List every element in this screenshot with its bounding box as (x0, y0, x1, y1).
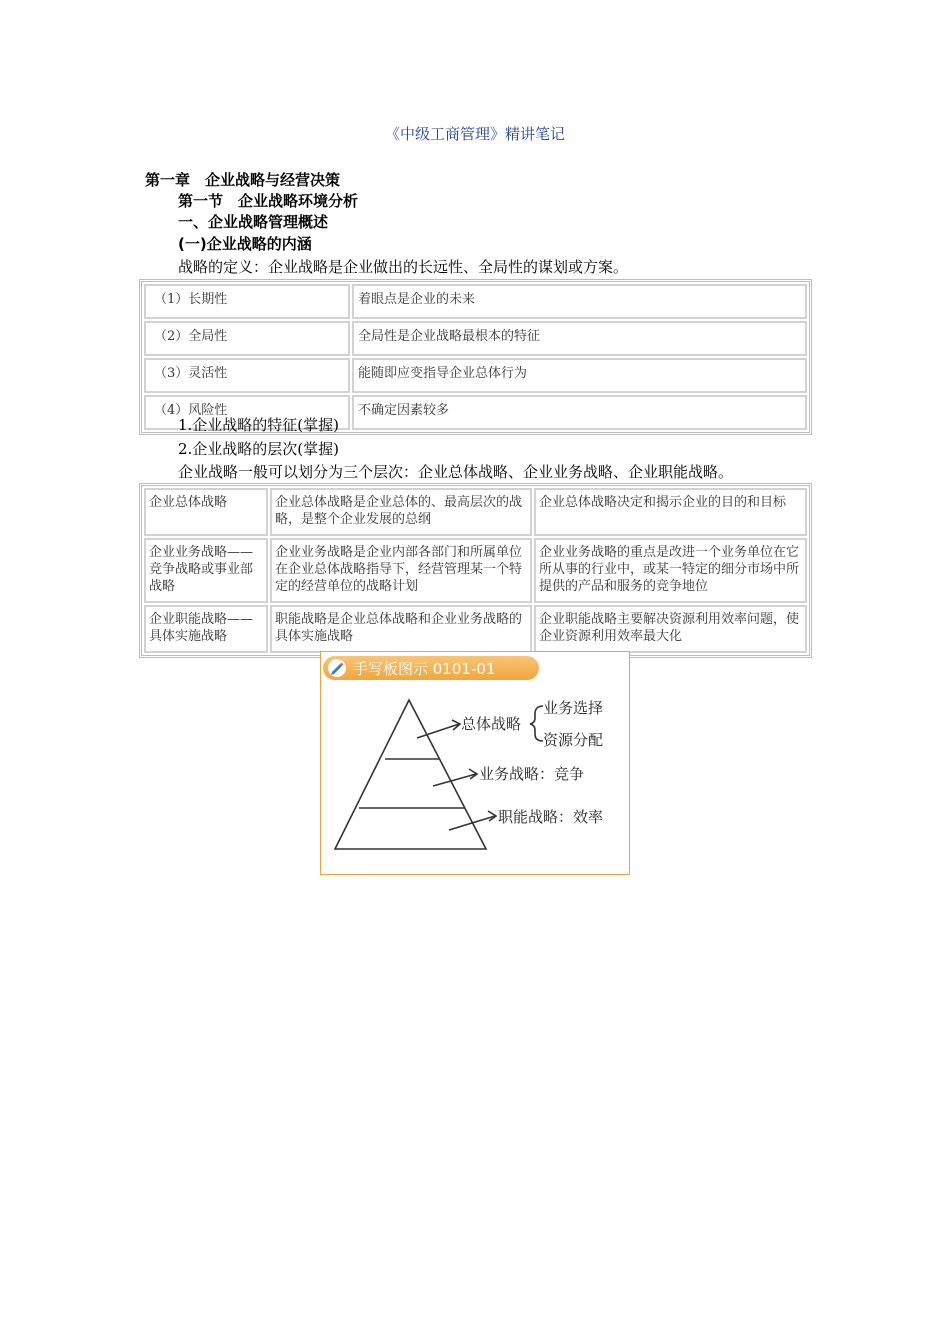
table-row (144, 358, 807, 393)
feature-cell: （3）灵活性 (144, 358, 350, 393)
brace (530, 706, 543, 741)
description-cell: 全局性是企业战略最根本的特征 (352, 321, 807, 356)
features-table (139, 279, 812, 435)
figure-header-text: 手写板图示 0101-01 (353, 660, 496, 678)
feature-cell: （4）风险性 (144, 395, 350, 430)
table-row (144, 321, 807, 356)
feature-cell: （1）长期性 (144, 284, 350, 319)
label-business-selection: 业务选择 (543, 699, 604, 717)
level-definition-cell: 职能战略是企业总体战略和企业业务战略的具体实施战略 (270, 605, 532, 653)
subsubsection-heading: (一)企业战略的内涵 (178, 235, 312, 253)
description-cell: 不确定因素较多 (352, 395, 807, 430)
table-row (144, 488, 807, 536)
table-row (144, 538, 807, 603)
arrow-functional (449, 816, 495, 830)
level-definition-cell: 企业总体战略是企业总体的、最高层次的战略，是整个企业发展的总纲 (270, 488, 532, 536)
chapter-heading: 第一章 企业战略与经营决策 (145, 171, 341, 189)
levels-intro: 企业战略一般可以划分为三个层次：企业总体战略、企业业务战略、企业职能战略。 (178, 463, 734, 481)
level-focus-cell: 企业职能战略主要解决资源利用效率问题，使企业资源利用效率最大化 (534, 605, 807, 653)
arrowhead-functional (488, 811, 496, 821)
arrowhead-business (469, 769, 477, 779)
table-row (144, 284, 807, 319)
feature-cell: （2）全局性 (144, 321, 350, 356)
description-cell: 能随即应变指导企业总体行为 (352, 358, 807, 393)
description-cell: 着眼点是企业的未来 (352, 284, 807, 319)
label-business-strategy: 业务战略：竞争 (479, 765, 585, 783)
level-definition-cell: 企业业务战略是企业内部各部门和所属单位在企业总体战略指导下，经营管理某一个特定的经营单位的战略计划 (270, 538, 532, 603)
list-item-levels: 2.企业战略的层次(掌握) (178, 440, 340, 458)
subsection-heading: 一、企业战略管理概述 (178, 213, 329, 231)
strategy-pyramid-diagram (321, 652, 629, 874)
table-row (144, 605, 807, 653)
label-overall-strategy: 总体战略 (461, 715, 522, 733)
level-name-cell: 企业业务战略——竞争战略或事业部战略 (144, 538, 268, 603)
label-functional-strategy: 职能战略：效率 (498, 808, 604, 826)
document-title: 《中级工商管理》精讲笔记 (384, 125, 565, 143)
level-name-cell: 企业总体战略 (144, 488, 268, 536)
label-resource-allocation: 资源分配 (543, 731, 604, 749)
section-heading: 第一节 企业战略环境分析 (178, 192, 359, 210)
strategy-definition: 战略的定义：企业战略是企业做出的长远性、全局性的谋划或方案。 (178, 258, 629, 276)
list-item-features: 1.企业战略的特征(掌握) (178, 416, 340, 434)
level-name-cell: 企业职能战略——具体实施战略 (144, 605, 268, 653)
level-focus-cell: 企业总体战略决定和揭示企业的目的和目标 (534, 488, 807, 536)
level-focus-cell: 企业业务战略的重点是改进一个业务单位在它所从事的行业中，或某一特定的细分市场中所提供的产品和服务的竞争地位 (534, 538, 807, 603)
arrow-business (433, 774, 476, 786)
levels-table (139, 483, 812, 658)
handwriting-figure (320, 651, 630, 875)
